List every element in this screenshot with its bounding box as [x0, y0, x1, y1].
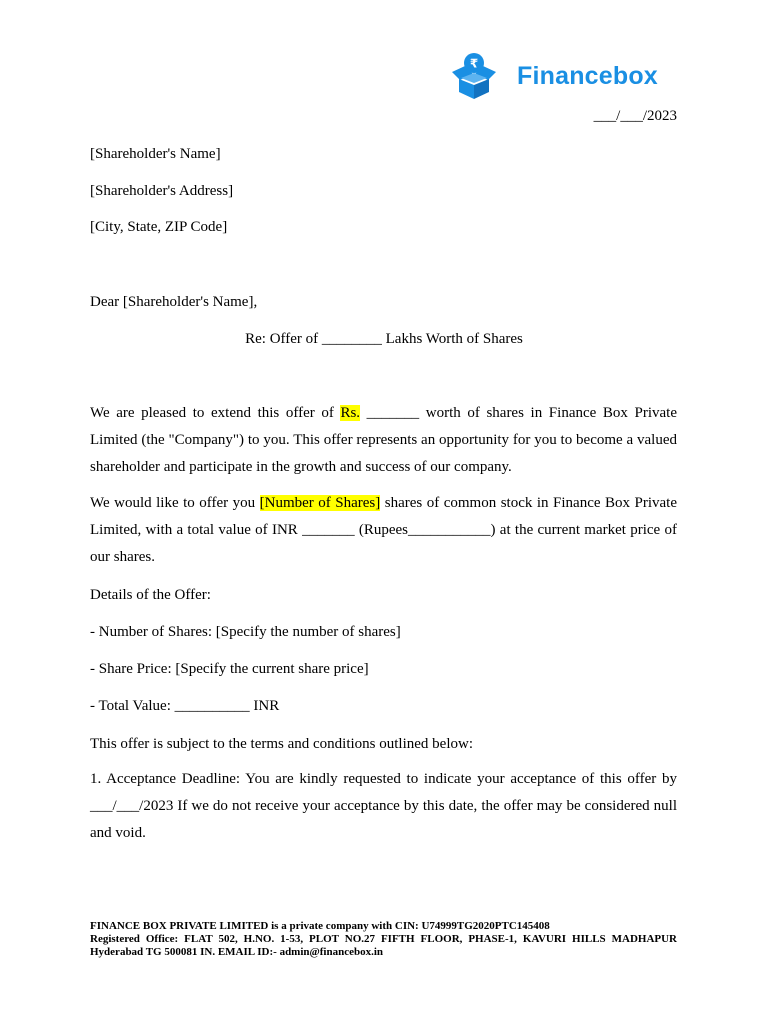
- details-heading: Details of the Offer:: [90, 587, 211, 603]
- detail-total-value: - Total Value: __________ INR: [90, 698, 280, 714]
- footer-contact-line: Hyderabad TG 500081 IN. EMAIL ID:- admin@financebox.in: [90, 946, 384, 958]
- recipient-name: [Shareholder's Name]: [90, 146, 221, 162]
- subject-line: Re: Offer of ________ Lakhs Worth of Shares: [245, 331, 523, 347]
- footer: [90, 920, 677, 959]
- svg-text:₹: ₹: [469, 56, 479, 71]
- para2-text-after: shares of common stock in Finance Box Private Limited, with a total value of INR _______ (Rupees___________) at the current market price of our shares.: [90, 495, 677, 565]
- para1-text-before: We are pleased to extend this offer of: [90, 405, 341, 421]
- brand-name: Financebox: [517, 61, 658, 90]
- rupee-box-icon: [449, 52, 499, 100]
- para1-highlight: Rs.: [340, 405, 361, 421]
- letter-date: ___/___/2023: [593, 108, 677, 124]
- salutation: Dear [Shareholder's Name],: [90, 294, 258, 310]
- footer-company-line: FINANCE BOX PRIVATE LIMITED is a private company with CIN: U74999TG2020PTC145408: [90, 920, 550, 932]
- footer-address-line: Registered Office: FLAT 502, H.NO. 1-53, PLOT NO.27 FIFTH FLOOR, PHASE-1, KAVURI HILLS MADHAPUR: [90, 933, 677, 945]
- para2-highlight: [Number of Shares]: [259, 495, 381, 511]
- company-logo: [449, 52, 658, 100]
- term-acceptance-deadline: 1. Acceptance Deadline: You are kindly requested to indicate your acceptance of this offer by ___/___/2023 If we do not receive your acceptance by this date, the offer may be considered null and void.: [90, 771, 677, 841]
- recipient-city: [City, State, ZIP Code]: [90, 219, 228, 235]
- paragraph-shares: [90, 490, 677, 571]
- detail-number-of-shares: - Number of Shares: [Specify the number of shares]: [90, 624, 401, 640]
- para1-text-after: _______ worth of shares in Finance Box Private Limited (the "Company") to you. This offer represents an opportunity for you to become a valued shareholder and participate in the growth and success of our company.: [90, 405, 677, 475]
- detail-share-price: - Share Price: [Specify the current share price]: [90, 661, 369, 677]
- terms-intro: This offer is subject to the terms and conditions outlined below:: [90, 736, 473, 752]
- para2-text-before: We would like to offer you: [90, 495, 260, 511]
- paragraph-offer: [90, 400, 677, 481]
- recipient-address: [Shareholder's Address]: [90, 183, 234, 199]
